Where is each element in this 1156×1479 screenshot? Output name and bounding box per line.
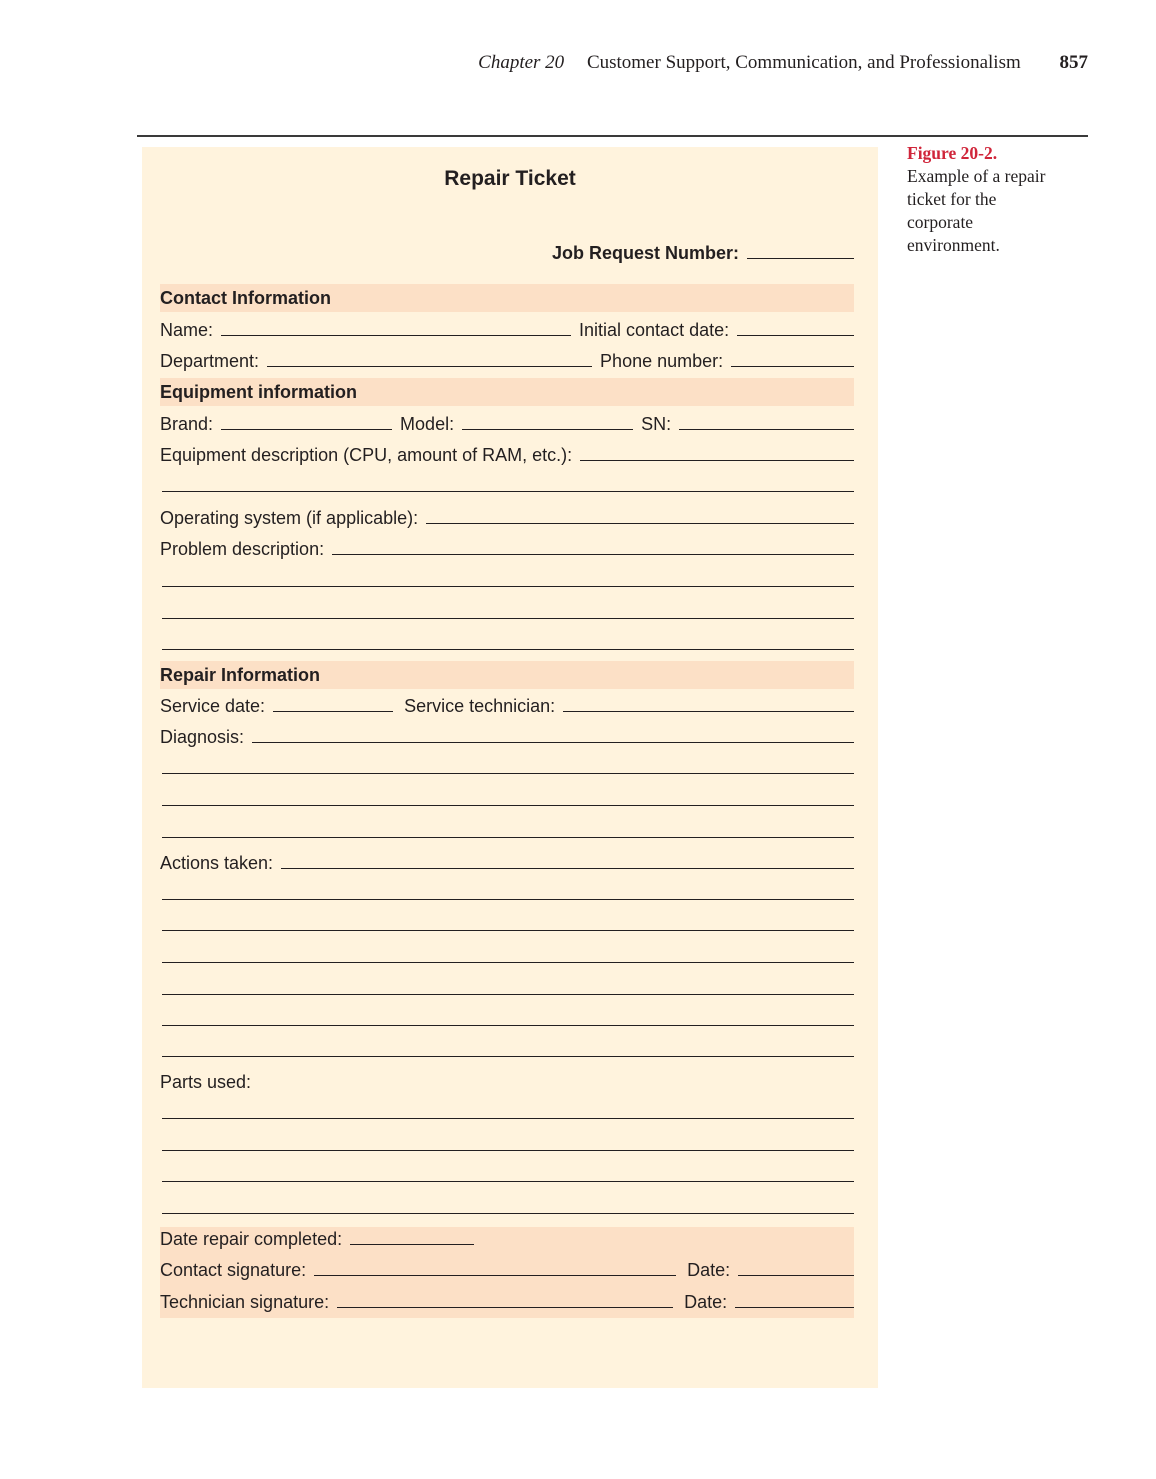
chapter-label: Chapter 20 [478, 52, 565, 73]
operating-system-label: Operating system (if applicable): [160, 508, 419, 528]
diagnosis-row [160, 723, 854, 749]
actions-taken-row [160, 849, 854, 875]
technician-signature-label: Technician signature: [160, 1292, 330, 1312]
problem-description-label: Problem description: [160, 539, 325, 559]
actions-taken-line[interactable] [162, 962, 854, 963]
equipment-description-label: Equipment description (CPU, amount of RAM, etc.): [160, 445, 573, 465]
figure-caption [907, 142, 1057, 257]
form-title: Repair Ticket [444, 167, 576, 190]
technician-signature-row [160, 1288, 854, 1314]
operating-system-row [160, 504, 854, 530]
actions-taken-line[interactable] [162, 930, 854, 931]
parts-used-line[interactable] [162, 1181, 854, 1182]
brand-field[interactable] [221, 429, 392, 430]
parts-used-line[interactable] [162, 1213, 854, 1214]
diagnosis-line[interactable] [162, 805, 854, 806]
brand-row [160, 410, 854, 436]
technician-date-label: Date: [684, 1292, 728, 1312]
header-rule [137, 135, 1088, 137]
job-request-label: Job Request Number: [551, 243, 739, 263]
name-row [160, 316, 854, 342]
technician-date-field[interactable] [735, 1307, 854, 1308]
figure-caption-text: Example of a repair ticket for the corporate environment. [907, 166, 1046, 255]
page-number: 857 [1059, 52, 1088, 73]
service-technician-field[interactable] [563, 711, 854, 712]
problem-description-field[interactable] [332, 554, 854, 555]
phone-number-label: Phone number: [600, 351, 724, 371]
date-repair-completed-field[interactable] [350, 1244, 474, 1245]
contact-signature-label: Contact signature: [160, 1260, 307, 1280]
parts-used-line[interactable] [162, 1150, 854, 1151]
contact-information-header [160, 284, 854, 312]
actions-taken-line[interactable] [162, 994, 854, 995]
running-header [478, 52, 1088, 74]
initial-contact-date-field[interactable] [737, 335, 854, 336]
contact-information-label: Contact Information [160, 288, 331, 308]
diagnosis-line[interactable] [162, 837, 854, 838]
diagnosis-line[interactable] [162, 773, 854, 774]
equipment-description-row [160, 441, 854, 467]
chapter-title: Customer Support, Communication, and Professionalism [586, 52, 1021, 73]
contact-signature-row [160, 1256, 854, 1282]
phone-number-field[interactable] [731, 366, 854, 367]
actions-taken-field[interactable] [281, 868, 854, 869]
date-repair-completed-row [160, 1225, 854, 1251]
problem-description-line[interactable] [162, 586, 854, 587]
contact-signature-field[interactable] [314, 1275, 676, 1276]
problem-description-line[interactable] [162, 618, 854, 619]
parts-used-line[interactable] [162, 1118, 854, 1119]
service-date-field[interactable] [273, 711, 393, 712]
department-label: Department: [160, 351, 260, 371]
repair-information-header [160, 661, 854, 689]
job-request-row [160, 239, 854, 265]
department-row [160, 347, 854, 373]
repair-information-label: Repair Information [160, 665, 321, 685]
brand-label: Brand: [160, 414, 214, 434]
contact-date-label: Date: [687, 1260, 731, 1280]
equipment-description-line[interactable] [162, 491, 854, 492]
actions-taken-line[interactable] [162, 899, 854, 900]
department-field[interactable] [267, 366, 592, 367]
model-field[interactable] [462, 429, 633, 430]
service-date-label: Service date: [160, 696, 266, 716]
diagnosis-label: Diagnosis: [160, 727, 245, 747]
name-label: Name: [160, 320, 214, 340]
service-row [160, 692, 854, 718]
name-field[interactable] [221, 335, 571, 336]
contact-date-field[interactable] [738, 1275, 854, 1276]
parts-used-label: Parts used: [160, 1072, 252, 1092]
diagnosis-field[interactable] [252, 742, 854, 743]
sn-field[interactable] [679, 429, 854, 430]
actions-taken-label: Actions taken: [160, 853, 274, 873]
actions-taken-line[interactable] [162, 1025, 854, 1026]
model-label: Model: [400, 414, 455, 434]
operating-system-field[interactable] [426, 523, 854, 524]
parts-used-row [160, 1068, 854, 1094]
figure-label: Figure 20-2. [907, 143, 998, 163]
equipment-information-label: Equipment information [160, 382, 357, 402]
equipment-information-header [160, 378, 854, 406]
service-technician-label: Service technician: [404, 696, 556, 716]
initial-contact-date-label: Initial contact date: [579, 320, 730, 340]
problem-description-row [160, 535, 854, 561]
problem-description-line[interactable] [162, 649, 854, 650]
equipment-description-field[interactable] [580, 460, 854, 461]
job-request-field[interactable] [747, 258, 854, 259]
technician-signature-field[interactable] [337, 1307, 673, 1308]
sn-label: SN: [641, 414, 672, 434]
actions-taken-line[interactable] [162, 1056, 854, 1057]
date-repair-completed-label: Date repair completed: [160, 1229, 343, 1249]
